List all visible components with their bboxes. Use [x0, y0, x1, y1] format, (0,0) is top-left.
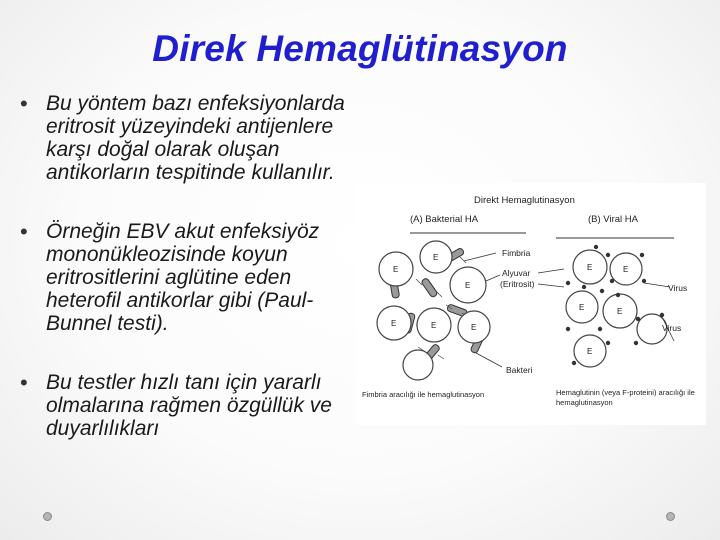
svg-text:E: E	[587, 263, 593, 272]
label-eritrosit: (Eritrosit)	[500, 279, 535, 289]
panel-b-label: (B) Viral HA	[588, 214, 638, 225]
label-virus-2: Virus	[662, 323, 682, 333]
label-alyuvar: Alyuvar	[502, 268, 531, 278]
svg-text:E: E	[431, 321, 437, 330]
svg-text:E: E	[623, 265, 629, 274]
label-virus-1: Virus	[668, 283, 688, 293]
bullet-icon: •	[20, 370, 28, 395]
panel-a-label: (A) Bakterial HA	[410, 214, 479, 225]
hemagglutination-figure	[356, 183, 706, 425]
hemagglutination-diagram	[356, 183, 706, 425]
svg-text:E: E	[433, 253, 439, 262]
label-bakteri: Bakteri	[506, 365, 533, 375]
bullet-list	[18, 92, 368, 476]
caption-a: Fimbria aracılığı ile hemaglutinasyon	[362, 390, 485, 399]
arrows-center	[538, 269, 564, 287]
bullet-item	[18, 220, 368, 335]
label-fimbria: Fimbria	[502, 248, 531, 258]
decorative-dot-right	[666, 512, 675, 521]
bullet-item	[18, 371, 368, 440]
svg-text:E: E	[617, 307, 623, 316]
decorative-dot-left	[43, 512, 52, 521]
slide-title: Direk Hemaglütinasyon	[152, 28, 568, 69]
svg-text:E: E	[587, 347, 593, 356]
svg-text:E: E	[579, 303, 585, 312]
figure-heading: Direkt Hemaglutinasyon	[474, 195, 575, 206]
svg-text:E: E	[391, 319, 397, 328]
svg-text:E: E	[471, 323, 477, 332]
bullet-item	[18, 92, 368, 184]
bullet-icon: •	[20, 219, 28, 244]
bullet-text: Örneğin EBV akut enfeksiyöz mononükleozisinde koyun eritrositlerini aglütine eden heterofil antikorlar gibi (Paul-Bunnel testi).	[46, 220, 320, 335]
bullet-icon: •	[20, 91, 28, 116]
bullet-text: Bu testler hızlı tanı için yararlı olmalarına rağmen özgüllük ve duyarlılıkları	[46, 371, 332, 440]
svg-text:E: E	[465, 281, 471, 290]
svg-text:E: E	[393, 265, 399, 274]
caption-b-line2: hemaglutinasyon	[556, 398, 613, 407]
bullet-text: Bu yöntem bazı enfeksiyonlarda eritrosit yüzeyindeki antijenlere karşı doğal olarak oluşan antikorların tespitinde kullanılır.	[46, 92, 345, 184]
caption-b-line1: Hemaglutinin (veya F-proteini) aracılığı ile	[556, 388, 695, 397]
